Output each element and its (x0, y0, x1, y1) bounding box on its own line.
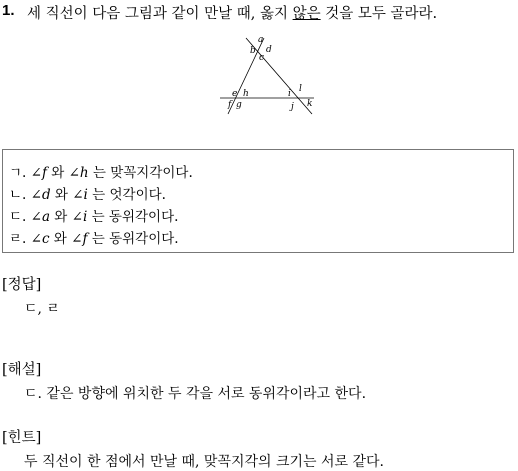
angle-label-d: d (266, 45, 272, 55)
question-text (27, 2, 437, 23)
choice-item: ㄹ. ∠c 와 ∠f 는 동위각이다. (9, 231, 179, 247)
question-text-underlined: 않은 (292, 6, 321, 22)
choice-item: ㄴ. ∠d 와 ∠i 는 엇각이다. (9, 187, 166, 203)
angle-label-f: f (228, 100, 232, 110)
explanation-content: ㄷ. 같은 방향에 위치한 두 각을 서로 동위각이라고 한다. (24, 386, 367, 402)
angle-label-h: h (243, 89, 249, 99)
choice-marker: ㄱ. (9, 165, 27, 181)
choice-marker: ㄹ. (9, 231, 27, 247)
choice-marker: ㄴ. (9, 187, 27, 203)
question-text-before: 세 직선이 다음 그림과 같이 만날 때, 옳지 (27, 6, 293, 22)
question-text-after: 것을 모두 골라라. (320, 6, 438, 22)
choices-box (2, 149, 514, 253)
angle-label-c: c (259, 53, 265, 63)
angle-label-b: b (250, 46, 256, 56)
angle-label-k: k (307, 99, 313, 109)
choice-item: ㄷ. ∠a 와 ∠i 는 동위각이다. (9, 209, 179, 225)
angle-label-i: i (288, 89, 291, 99)
three-lines-figure (210, 34, 330, 116)
answer-content: ㄷ, ㄹ (24, 301, 60, 317)
hint-heading: [힌트] (2, 430, 42, 446)
hint-content: 두 직선이 한 점에서 만날 때, 맞꼭지각의 크기는 서로 같다. (24, 454, 385, 470)
answer-heading: [정답] (2, 277, 42, 293)
line-right (246, 38, 312, 114)
choice-item: ㄱ. ∠f 와 ∠h 는 맞꼭지각이다. (9, 165, 193, 181)
angle-label-l: l (299, 84, 302, 94)
angle-label-a: a (258, 35, 264, 45)
angle-label-e: e (232, 89, 238, 99)
line-left (228, 38, 264, 114)
question-number: 1. (2, 2, 15, 19)
angle-label-g: g (236, 100, 242, 110)
explanation-heading: [해설] (2, 362, 42, 378)
angle-label-j: j (291, 102, 294, 112)
choice-marker: ㄷ. (9, 209, 27, 225)
